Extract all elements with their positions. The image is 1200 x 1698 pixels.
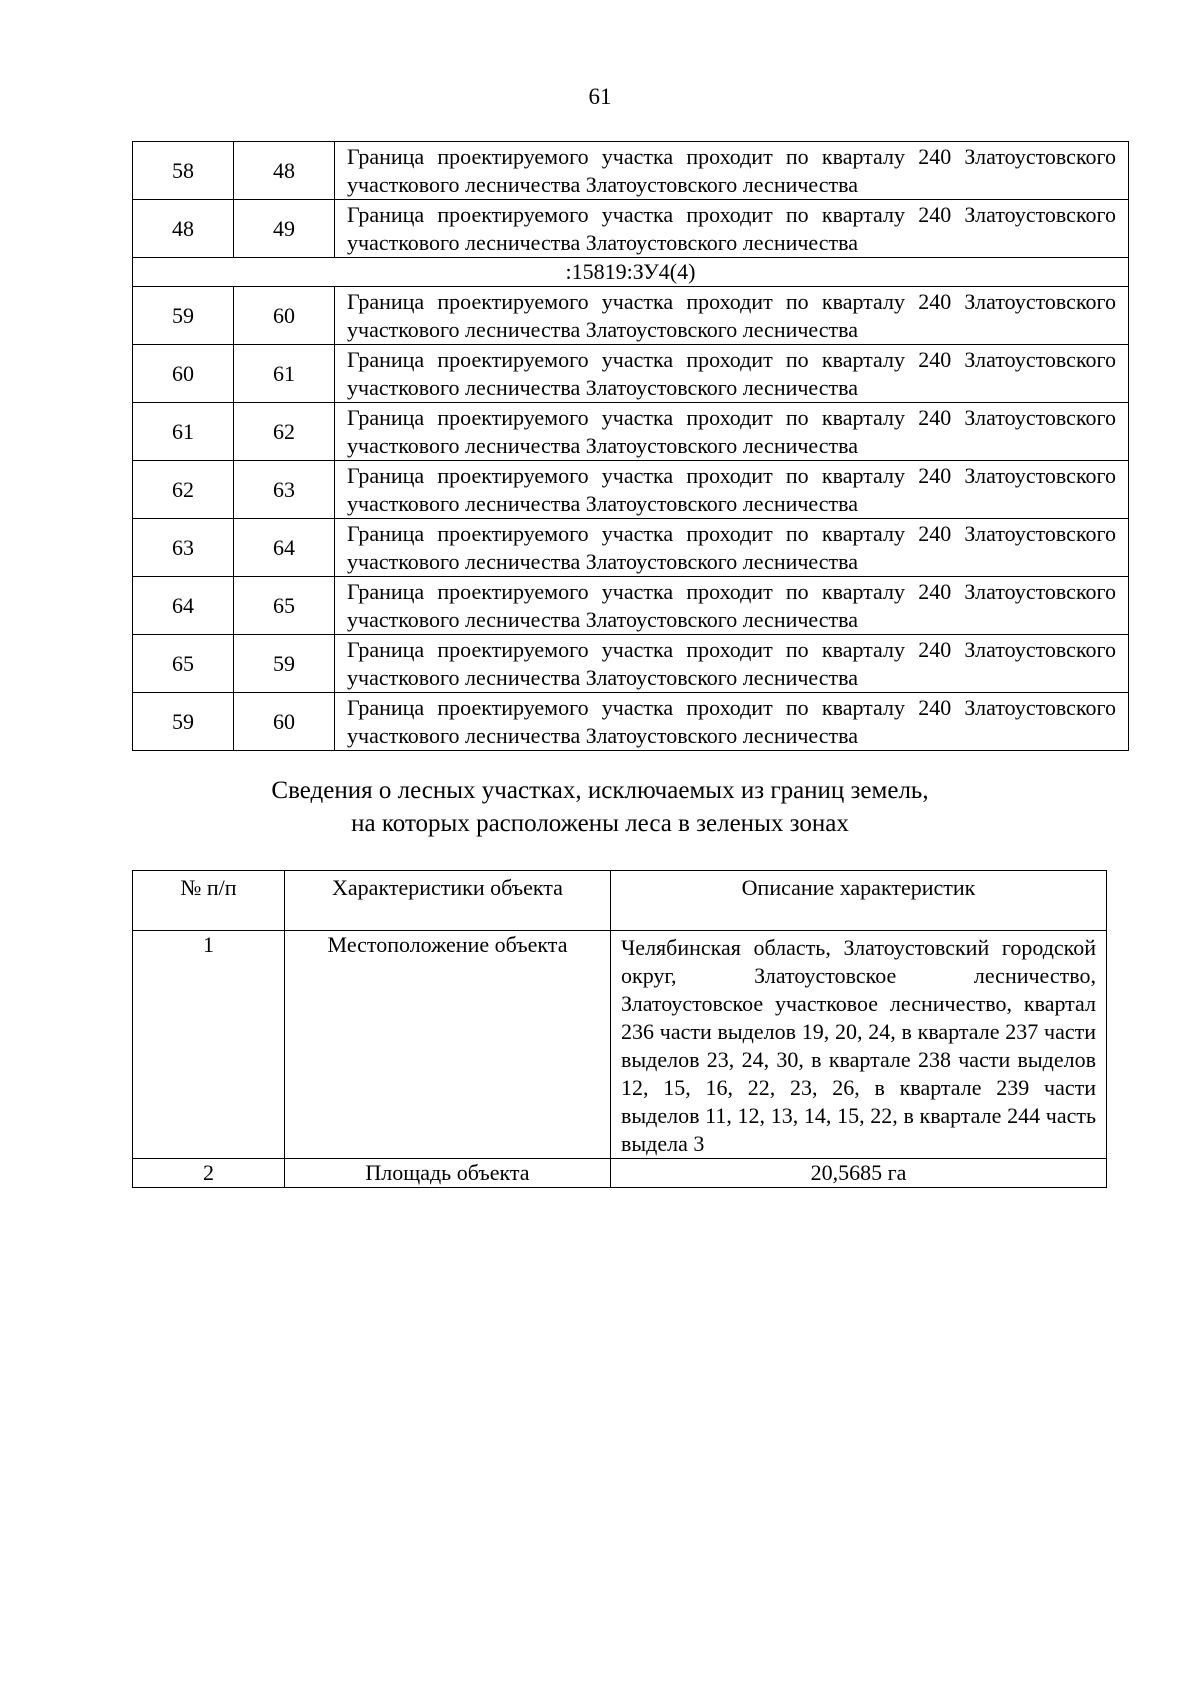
row-number: 1 (133, 931, 285, 1159)
boundary-subheader: :15819:ЗУ4(4) (133, 258, 1129, 287)
point-from: 65 (133, 635, 234, 693)
boundary-row (133, 461, 1129, 519)
header-number: № п/п (133, 871, 285, 931)
row-value: Челябинская область, Златоустовский городской округ, Златоустовское лесничество, Златоустовское участковое лесничество, квартал 236 части выделов 19, 20, 24, в квартале 237 части выделов 23, 24, 30, в квартале 238 части выделов 12, 15, 16, 22, 23, 26, в квартале 239 части выделов 11, 12, 13, 14, 15, 22, в квартале 244 часть выдела 3 (611, 931, 1107, 1159)
row-characteristic: Площадь объекта (285, 1159, 611, 1188)
section-heading-line-1: Сведения о лесных участках, исключаемых из границ земель, (271, 777, 929, 804)
info-table-row (133, 931, 1107, 1159)
boundary-description: Граница проектируемого участка проходит по кварталу 240 Златоустовского участкового лесничества Златоустовского лесничества (335, 403, 1129, 461)
point-to: 48 (234, 142, 335, 200)
boundary-row (133, 403, 1129, 461)
point-to: 49 (234, 200, 335, 258)
row-number: 2 (133, 1159, 285, 1188)
section-heading (0, 774, 1200, 840)
boundary-row (133, 345, 1129, 403)
point-to: 60 (234, 693, 335, 751)
boundary-subheader-row (133, 258, 1129, 287)
boundary-row (133, 287, 1129, 345)
boundary-row (133, 635, 1129, 693)
point-to: 64 (234, 519, 335, 577)
point-from: 58 (133, 142, 234, 200)
header-characteristic: Характеристики объекта (285, 871, 611, 931)
point-from: 60 (133, 345, 234, 403)
boundary-description: Граница проектируемого участка проходит по кварталу 240 Златоустовского участкового лесничества Златоустовского лесничества (335, 635, 1129, 693)
info-table-header-row (133, 871, 1107, 931)
boundary-row (133, 142, 1129, 200)
section-heading-line-2: на которых расположены леса в зеленых зонах (351, 810, 849, 837)
point-from: 48 (133, 200, 234, 258)
boundary-description: Граница проектируемого участка проходит по кварталу 240 Златоустовского участкового лесничества Златоустовского лесничества (335, 519, 1129, 577)
boundary-description: Граница проектируемого участка проходит по кварталу 240 Златоустовского участкового лесничества Златоустовского лесничества (335, 577, 1129, 635)
point-to: 62 (234, 403, 335, 461)
page-number: 61 (588, 84, 612, 109)
boundary-row (133, 693, 1129, 751)
boundary-table-body (133, 142, 1129, 751)
info-table (132, 870, 1107, 1188)
boundary-row (133, 200, 1129, 258)
boundary-description: Граница проектируемого участка проходит по кварталу 240 Златоустовского участкового лесничества Златоустовского лесничества (335, 142, 1129, 200)
info-table-row (133, 1159, 1107, 1188)
boundary-description: Граница проектируемого участка проходит по кварталу 240 Златоустовского участкового лесничества Златоустовского лесничества (335, 461, 1129, 519)
boundary-description: Граница проектируемого участка проходит по кварталу 240 Златоустовского участкового лесничества Златоустовского лесничества (335, 200, 1129, 258)
point-from: 62 (133, 461, 234, 519)
boundary-description: Граница проектируемого участка проходит по кварталу 240 Златоустовского участкового лесничества Златоустовского лесничества (335, 345, 1129, 403)
boundary-row (133, 577, 1129, 635)
point-to: 61 (234, 345, 335, 403)
point-from: 61 (133, 403, 234, 461)
boundary-description: Граница проектируемого участка проходит по кварталу 240 Златоустовского участкового лесничества Златоустовского лесничества (335, 287, 1129, 345)
boundary-description: Граница проектируемого участка проходит по кварталу 240 Златоустовского участкового лесничества Златоустовского лесничества (335, 693, 1129, 751)
point-from: 59 (133, 693, 234, 751)
point-from: 59 (133, 287, 234, 345)
row-value: 20,5685 га (611, 1159, 1107, 1188)
row-characteristic: Местоположение объекта (285, 931, 611, 1159)
point-to: 59 (234, 635, 335, 693)
point-to: 60 (234, 287, 335, 345)
point-from: 64 (133, 577, 234, 635)
point-from: 63 (133, 519, 234, 577)
header-description: Описание характеристик (611, 871, 1107, 931)
boundary-table (132, 141, 1129, 751)
boundary-row (133, 519, 1129, 577)
point-to: 65 (234, 577, 335, 635)
point-to: 63 (234, 461, 335, 519)
